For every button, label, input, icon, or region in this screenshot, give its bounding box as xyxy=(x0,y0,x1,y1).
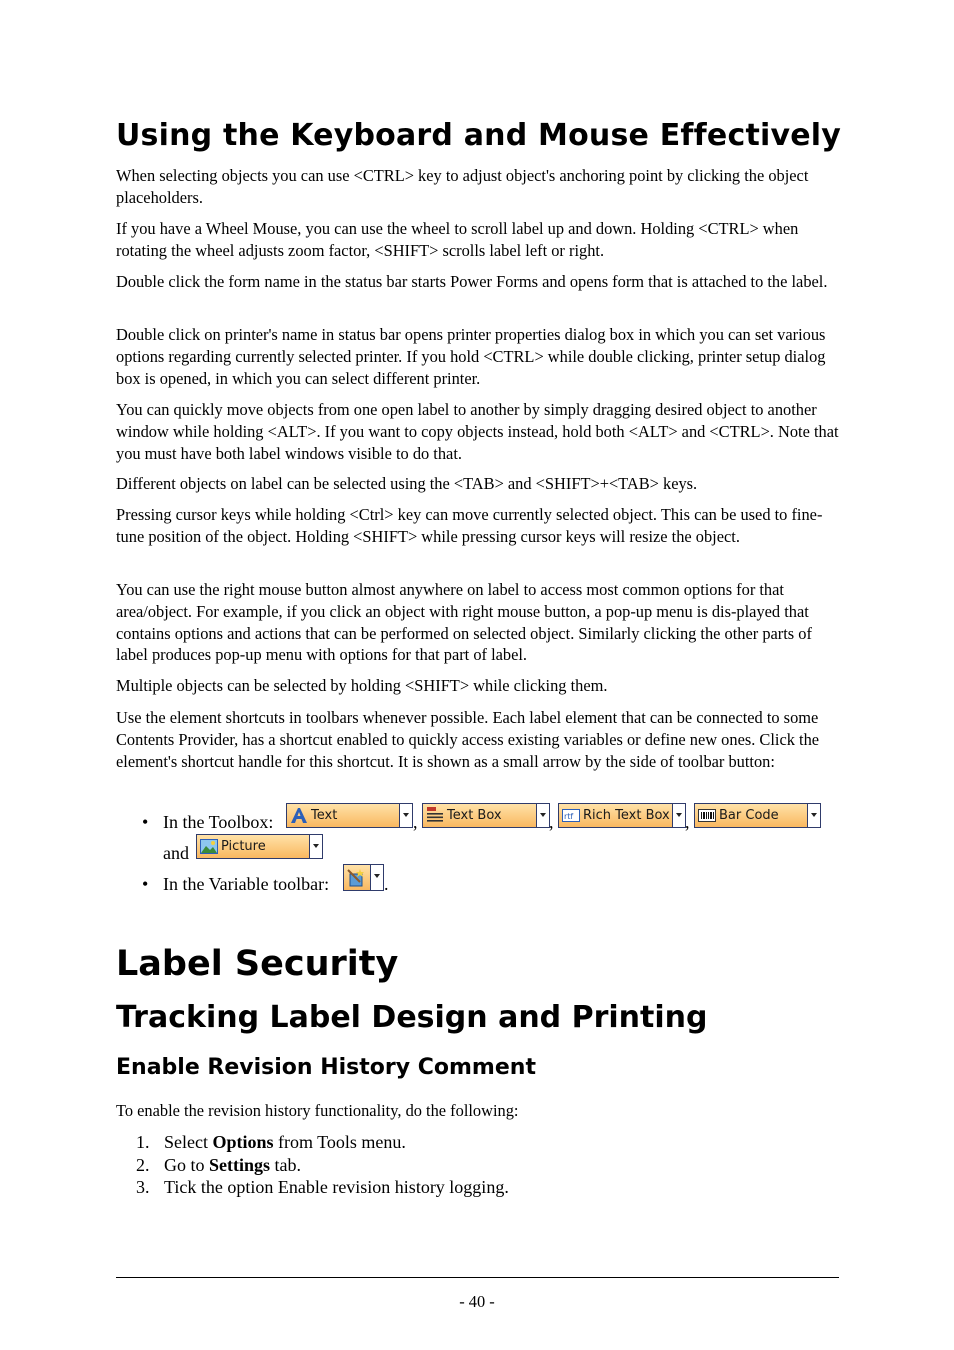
paragraph: Multiple objects can be selected by holding <SHIFT> while clicking them. xyxy=(116,676,608,695)
chevron-down-icon[interactable] xyxy=(370,865,383,890)
text-box-icon xyxy=(426,807,444,824)
subsubsection-heading: Enable Revision History Comment xyxy=(116,1055,536,1080)
bar-code-tool-button[interactable]: Bar Code xyxy=(694,803,821,828)
page-number: - 40 - xyxy=(459,1292,495,1311)
paragraph: You can quickly move objects from one open label to another by simply dragging desired object to another window while holding <ALT>. If you want to copy objects instead, hold both <ALT> and <CTRL>. Note that you must have both label windows visible to do that. xyxy=(116,400,839,463)
text-box-tool-button[interactable]: Text Box xyxy=(422,803,550,828)
paragraph: Different objects on label can be selected using the <TAB> and <SHIFT>+<TAB> keys. xyxy=(116,474,698,493)
text-tool-button[interactable]: Text xyxy=(286,803,413,828)
rich-text-box-tool-button[interactable]: rtf Rich Text Box xyxy=(558,803,686,828)
paragraph: Use the element shortcuts in toolbars whenever possible. Each label element that can be connected to some Contents Provider, has a shortcut enabled to quickly access existing variables or define new ones. Click the element's shortcut handle for this shortcut. It is shown as a small arrow by the side of toolbar button: xyxy=(116,708,820,771)
footer-divider xyxy=(116,1277,839,1278)
paragraph: If you have a Wheel Mouse, you can use the wheel to scroll label up and down. Holding <CTRL> when rotating the wheel adjusts zoom factor, <SHIFT> scrolls label left or right. xyxy=(116,219,799,260)
toolbox-label: In the Toolbox: xyxy=(163,812,274,832)
paragraph: To enable the revision history functionality, do the following: xyxy=(116,1101,519,1120)
picture-tool-button[interactable]: Picture xyxy=(196,834,323,859)
paragraph: Pressing cursor keys while holding <Ctrl> key can move currently selected object. This can be used to fine-tune position of the object. Holding <SHIFT> while pressing cursor keys will resize the object. xyxy=(116,505,823,546)
paragraph: When selecting objects you can use <CTRL> key to adjust object's anchoring point by clicking the object placeholders. xyxy=(116,166,809,207)
variable-wand-icon xyxy=(346,868,368,888)
subsection-heading: Tracking Label Design and Printing xyxy=(116,1000,708,1035)
chevron-down-icon[interactable] xyxy=(536,804,549,827)
chevron-down-icon[interactable] xyxy=(399,804,412,827)
text-icon xyxy=(290,807,308,824)
variable-toolbar-button[interactable] xyxy=(343,864,384,891)
svg-text:rtf: rtf xyxy=(564,812,574,821)
picture-icon xyxy=(200,838,218,855)
paragraph: Double click on printer's name in status bar opens printer properties dialog box in which you can set various options regarding currently selected printer. If you hold <CTRL> while double clicking, printer setup dialog box is opened, in which you can select different printer. xyxy=(116,325,826,388)
chevron-down-icon[interactable] xyxy=(807,804,820,827)
bullet-marker: • xyxy=(142,812,149,832)
rich-text-icon xyxy=(562,807,580,824)
paragraph: Double click the form name in the status bar starts Power Forms and opens form that is attached to the label. xyxy=(116,272,828,291)
section-heading: Using the Keyboard and Mouse Effectively xyxy=(116,118,842,153)
section-heading: Label Security xyxy=(116,944,399,984)
variable-toolbar-label: In the Variable toolbar: xyxy=(163,874,330,894)
chevron-down-icon[interactable] xyxy=(309,835,322,858)
chevron-down-icon[interactable] xyxy=(672,804,685,827)
barcode-icon xyxy=(698,807,716,824)
paragraph: You can use the right mouse button almost anywhere on label to access most common options for that area/object. For example, if you click an object with right mouse button, a pop-up menu is dis-played that contains options and actions that can be performed on selected object. Similarly clicking the other parts of label produces pop-up menu with options for that part of label. xyxy=(116,580,812,665)
bullet-marker: • xyxy=(142,874,149,894)
and-word: and xyxy=(163,843,189,863)
